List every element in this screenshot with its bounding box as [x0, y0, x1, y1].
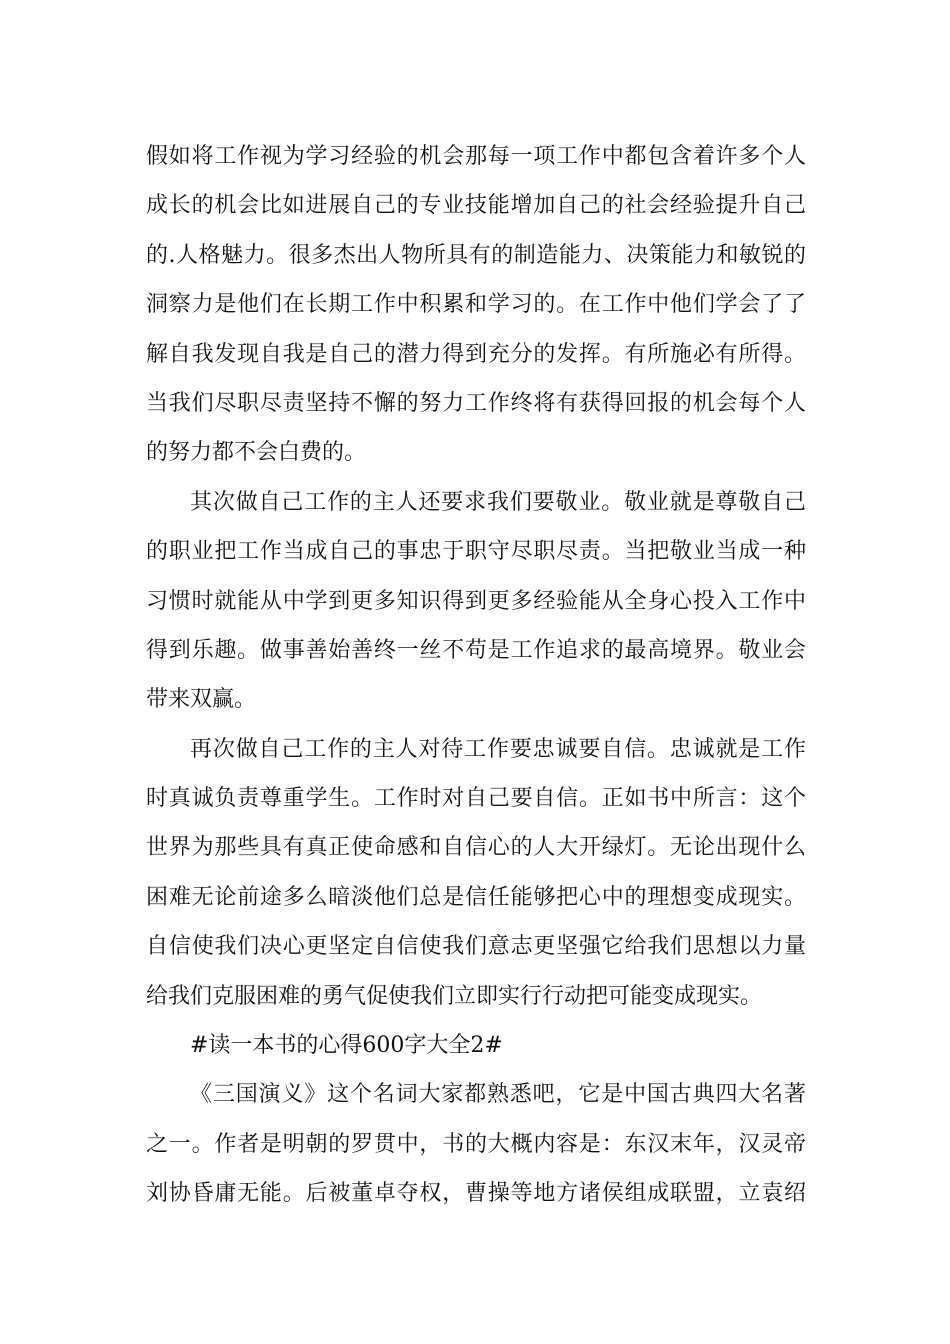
- text-line: 成长的机会比如进展自己的专业技能增加自己的社会经验提升自己: [146, 193, 806, 219]
- document-body: [146, 132, 806, 1219]
- text-line: 刘协昏庸无能。后被董卓夺权，曹操等地方诸侯组成联盟，立袁绍: [146, 1181, 806, 1207]
- paragraph-2: [146, 478, 806, 725]
- text-line: 自信使我们决心更坚定自信使我们意志更坚强它给我们思想以力量: [146, 934, 806, 960]
- section-heading: [146, 1021, 806, 1070]
- text-line: 再次做自己工作的主人对待工作要忠诚要自信。忠诚就是工作: [190, 736, 806, 762]
- paragraph-1: [146, 132, 806, 478]
- text-line: 解自我发现自我是自己的潜力得到充分的发挥。有所施必有所得。: [146, 341, 806, 367]
- text-line: 的职业把工作当成自己的事忠于职守尽职尽责。当把敬业当成一种: [146, 539, 806, 565]
- paragraph-3: [146, 725, 806, 1021]
- text-line: 困难无论前途多么暗淡他们总是信任能够把心中的理想变成现实。: [146, 884, 806, 910]
- text-line: 洞察力是他们在长期工作中积累和学习的。在工作中他们学会了了: [146, 292, 806, 318]
- paragraph-4: [146, 1070, 806, 1218]
- text-line: 其次做自己工作的主人还要求我们要敬业。敬业就是尊敬自己: [190, 489, 806, 515]
- text-line: 习惯时就能从中学到更多知识得到更多经验能从全身心投入工作中: [146, 588, 806, 614]
- text-line: 的.人格魅力。很多杰出人物所具有的制造能力、决策能力和敏锐的: [146, 242, 806, 268]
- text-line: 得到乐趣。做事善始善终一丝不苟是工作追求的最高境界。敬业会: [146, 637, 806, 663]
- heading-line: #读一本书的心得600字大全2#: [190, 1033, 503, 1059]
- text-line: 当我们尽职尽责坚持不懈的努力工作终将有获得回报的机会每个人: [146, 390, 806, 416]
- text-line: 带来双赢。: [146, 687, 257, 713]
- text-line: 假如将工作视为学习经验的机会那每一项工作中都包含着许多个人: [146, 144, 806, 169]
- text-line: 的努力都不会白费的。: [146, 440, 367, 466]
- text-line: 时真诚负责尊重学生。工作时对自己要自信。正如书中所言：这个: [146, 786, 806, 812]
- text-line: 《三国演义》这个名词大家都熟悉吧，它是中国古典四大名著: [190, 1082, 806, 1108]
- text-line: 给我们克服困难的勇气促使我们立即实行行动把可能变成现实。: [146, 983, 763, 1009]
- text-line: 世界为那些具有真正使命感和自信心的人大开绿灯。无论出现什么: [146, 835, 806, 861]
- text-line: 之一。作者是明朝的罗贯中，书的大概内容是：东汉末年，汉灵帝: [146, 1131, 806, 1157]
